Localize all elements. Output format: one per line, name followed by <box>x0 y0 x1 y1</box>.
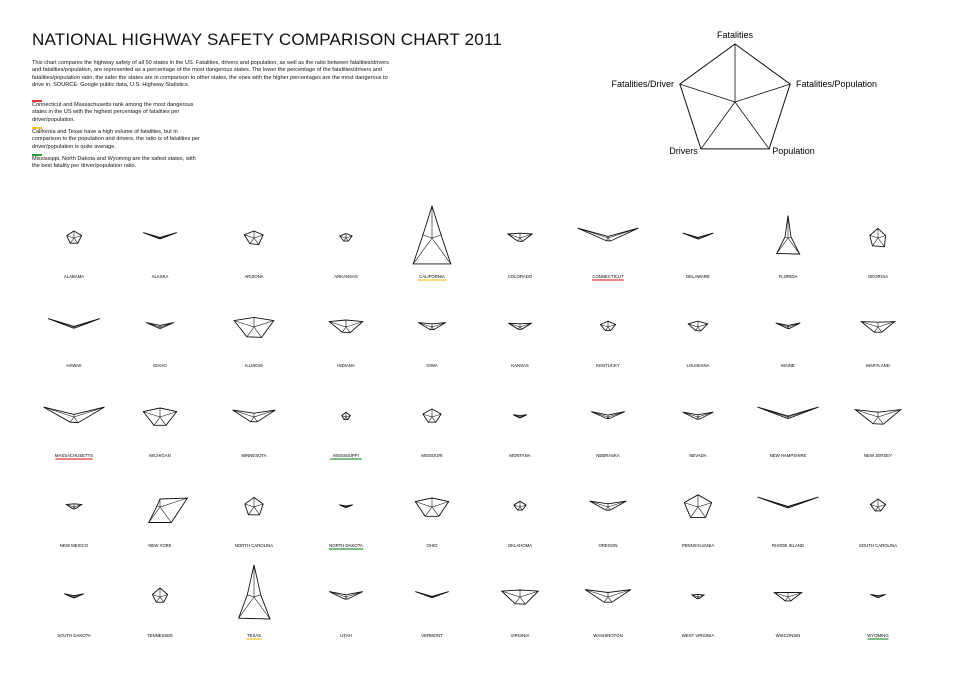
state-cell <box>334 234 358 280</box>
state-radar-spoke <box>774 593 788 597</box>
state-radar-spoke <box>608 228 638 238</box>
state-label: UTAH <box>340 633 352 638</box>
state-radar-spoke <box>254 238 259 245</box>
state-radar-spoke <box>254 507 260 515</box>
state-label: MARYLAND <box>866 363 890 368</box>
state-label: VERMONT <box>421 633 443 638</box>
state-cell <box>683 233 713 279</box>
state-radar-spoke <box>873 417 878 424</box>
state-radar-spoke <box>878 236 886 239</box>
state-cell <box>48 319 100 368</box>
state-radar-spoke <box>160 507 171 523</box>
state-radar-spoke <box>518 238 520 241</box>
state-radar-spoke <box>695 327 698 331</box>
state-cell <box>776 323 800 368</box>
state-cell <box>146 323 173 368</box>
state-radar-shape <box>578 228 639 241</box>
state-radar-spoke <box>606 507 608 510</box>
state-radar-spoke <box>160 417 166 425</box>
state-cell <box>418 323 445 368</box>
state-radar-spoke <box>70 417 74 422</box>
state-radar-spoke <box>346 238 348 241</box>
state-cell <box>861 322 894 368</box>
state-label: COLORADO <box>507 274 533 279</box>
state-cell <box>235 497 273 548</box>
state-label: TEXAS <box>246 633 262 638</box>
state-radar-spoke <box>698 327 701 331</box>
state-radar-spoke <box>74 407 104 417</box>
note-text: California and Texas have a high volume of fatalities, but in comparison to the population and drivers, the ratio is of fatalities per driver/population is quite average. <box>32 129 200 150</box>
state-cell <box>758 407 819 458</box>
state-cell <box>64 231 84 279</box>
state-label: NORTH DAKOTA <box>329 543 363 548</box>
note-text: Mississippi, North Dakota and Wyoming are the safest states, with the best fatality per driver/population ratio. <box>32 156 196 170</box>
state-radar-spoke <box>788 237 791 238</box>
state-radar-spoke <box>608 327 611 331</box>
state-label: SOUTH CAROLINA <box>858 543 898 548</box>
key-axis-label: Fatalities/Population <box>796 79 878 89</box>
state-radar-spoke <box>520 234 532 238</box>
state-radar-spoke <box>691 507 699 517</box>
state-label: FLORIDA <box>778 274 798 279</box>
state-label: NEBRASKA <box>596 453 620 458</box>
state-cell <box>329 592 362 638</box>
state-radar-spoke <box>160 597 164 602</box>
state-radar-spoke <box>254 595 261 597</box>
state-label: WASHINGTON <box>593 633 623 638</box>
state-label: MICHIGAN <box>149 453 171 458</box>
state-radar-spoke <box>785 237 788 238</box>
state-radar-spoke <box>254 417 257 422</box>
state-radar-spoke <box>156 597 160 602</box>
state-label: INDIANA <box>337 363 355 368</box>
state-label: NEVADA <box>689 453 707 458</box>
state-radar-spoke <box>758 407 788 417</box>
state-radar-spoke <box>520 507 522 510</box>
state-radar-spoke <box>608 597 612 602</box>
state-label: OREGON <box>598 543 618 548</box>
state-cell <box>859 499 897 548</box>
state-radar-spoke <box>578 228 608 238</box>
state-cell <box>143 408 176 458</box>
state-cell <box>509 415 530 458</box>
state-radar-spoke <box>48 319 74 327</box>
state-label: NORTH CAROLINA <box>234 543 274 548</box>
state-radar-spoke <box>247 595 254 597</box>
state-cell <box>590 501 627 548</box>
state-cell <box>234 317 274 368</box>
state-radar-spoke <box>428 417 432 422</box>
state-cell <box>596 321 620 368</box>
state-cell <box>421 409 442 458</box>
state-cell <box>57 594 91 638</box>
state-cell <box>868 228 888 279</box>
state-label: ARKANSAS <box>334 274 358 279</box>
state-cell <box>683 412 713 458</box>
state-label: RHODE ISLAND <box>771 543 805 548</box>
state-radar-spoke <box>758 497 788 507</box>
state-cell <box>60 504 89 548</box>
state-radar-spoke <box>874 327 878 332</box>
state-radar-spoke <box>233 410 254 417</box>
state-label: IDAHO <box>153 363 167 368</box>
state-label: MISSISSIPPI <box>333 453 359 458</box>
state-radar-spoke <box>785 597 788 601</box>
state-cell <box>413 206 451 280</box>
state-radar-spoke <box>520 597 525 604</box>
state-label: ILLINOIS <box>245 363 263 368</box>
state-radar-spoke <box>70 238 74 243</box>
state-cell <box>244 231 263 279</box>
state-radar-spoke <box>346 327 350 333</box>
state-radar-spoke <box>870 235 878 238</box>
state-cell <box>143 233 176 279</box>
state-cell <box>147 588 173 638</box>
state-label: MONTANA <box>509 453 531 458</box>
state-label: WISCONSIN <box>775 633 801 638</box>
state-label: MINNESOTA <box>241 453 267 458</box>
state-radar-spoke <box>74 319 100 327</box>
state-radar-spoke <box>604 597 608 602</box>
state-radar-spoke <box>878 507 881 511</box>
state-radar-spoke <box>788 593 802 597</box>
state-label: NEW HAMPSHIRE <box>769 453 807 458</box>
state-radar-spoke <box>606 238 608 241</box>
state-radar-spoke <box>157 506 160 507</box>
state-cell <box>682 594 715 638</box>
state-cell <box>508 233 533 279</box>
state-radar-spoke <box>413 238 432 264</box>
state-label: SOUTH DAKOTA <box>57 633 91 638</box>
state-radar-spoke <box>878 417 883 424</box>
state-label: ALASKA <box>151 274 169 279</box>
state-label: ARIZONA <box>244 274 264 279</box>
state-cell <box>578 228 639 280</box>
state-radar-spoke <box>432 235 441 238</box>
state-radar-spoke <box>245 504 254 507</box>
state-radar-spoke <box>415 592 432 597</box>
state-cell <box>855 410 901 458</box>
state-label: NEW JERSEY <box>864 453 892 458</box>
state-radar-spoke <box>875 507 878 511</box>
state-label: MASSACHUSETTS <box>54 453 94 458</box>
state-radar-shape <box>758 497 819 508</box>
state-radar-spoke <box>788 238 800 254</box>
state-radar-spoke <box>160 233 177 238</box>
state-radar-spoke <box>788 407 818 417</box>
state-label: CONNECTICUT <box>592 274 624 279</box>
state-cell <box>329 320 362 368</box>
state-label: NEW YORK <box>148 543 172 548</box>
state-radar-spoke <box>432 507 439 516</box>
chart-title: NATIONAL HIGHWAY SAFETY COMPARISON CHART 2011 <box>32 30 502 49</box>
state-radar-spoke <box>683 233 698 238</box>
state-cell <box>415 498 448 548</box>
state-label: TENNESSEE <box>146 633 174 638</box>
state-label: MAINE <box>781 363 795 368</box>
state-radar-spoke <box>254 321 274 327</box>
state-radar-spoke <box>251 417 254 422</box>
state-cell <box>777 216 800 279</box>
state-cell <box>682 495 714 548</box>
state-cell <box>502 590 539 638</box>
state-cell <box>233 410 276 458</box>
state-label: ALABAMA <box>63 274 85 279</box>
state-cell <box>867 595 889 640</box>
state-radar-spoke <box>872 238 878 246</box>
state-label: MISSOURI <box>421 453 443 458</box>
state-radar-spoke <box>698 233 713 238</box>
state-cell <box>239 565 270 639</box>
state-radar-spoke <box>74 417 78 423</box>
state-label: HAWAII <box>66 363 82 368</box>
state-radar-spoke <box>432 238 451 264</box>
state-radar-spoke <box>342 327 346 332</box>
state-radar-spoke <box>432 502 449 507</box>
state-cell <box>758 497 819 548</box>
state-radar-spoke <box>698 507 706 517</box>
state-label: OKLAHOMA <box>507 543 533 548</box>
state-radar-spoke <box>684 503 698 507</box>
state-label: WEST VIRGINIA <box>681 633 715 638</box>
state-radar-spoke <box>415 502 432 507</box>
state-label: NEW MEXICO <box>59 543 89 548</box>
state-cell <box>585 590 631 638</box>
state-radar-spoke <box>74 238 78 243</box>
state-cell <box>44 407 105 459</box>
state-radar-spoke <box>432 417 436 422</box>
state-radar-spoke <box>423 235 432 238</box>
key-axis-label: Drivers <box>669 145 698 156</box>
state-radar-spoke <box>608 507 610 510</box>
state-radar-spoke <box>160 498 187 507</box>
state-radar-shape <box>149 498 188 522</box>
state-radar-spoke <box>254 597 270 619</box>
state-radar-spoke <box>777 238 788 254</box>
state-label: DELAWARE <box>686 274 710 279</box>
state-label: LOUISIANA <box>686 363 710 368</box>
state-radar-spoke <box>329 322 346 327</box>
state-label: KANSAS <box>511 363 529 368</box>
state-cell <box>330 412 362 459</box>
state-radar-spoke <box>254 410 275 417</box>
state-radar-spoke <box>254 327 262 337</box>
intro-text: This chart compares the highway safety of all 50 states in the US. Fatalities, drivers and population, as well as the ratio between fatalities/drivers and fatalities/population, are represented as a percentage of the most dangerous states. The lower the percentage of the fatalities/drivers and fatalities/population ratio, the safer the states are in comparison to other states, the ones with the higher percentages are the most dangerous to drive in. SOURCE: Google public data, U.S. Highway Statistics. <box>32 60 389 89</box>
state-cell <box>508 501 532 548</box>
state-radar-spoke <box>154 417 160 425</box>
state-label: VIRGINIA <box>510 633 530 638</box>
state-cell <box>329 505 363 549</box>
state-label: OHIO <box>426 543 438 548</box>
state-cell <box>687 321 710 368</box>
state-cell <box>591 412 624 458</box>
state-radar-spoke <box>788 597 791 601</box>
state-radar-spoke <box>248 507 254 515</box>
state-radar-spoke <box>788 497 818 507</box>
state-radar-spoke <box>878 327 882 332</box>
state-label: KENTUCKY <box>596 363 620 368</box>
state-label: PENNSYLVANIA <box>681 543 715 548</box>
state-cell <box>774 593 801 639</box>
state-radar-spoke <box>143 233 160 238</box>
state-radar-spoke <box>149 507 160 523</box>
state-label: GEORGIA <box>867 274 889 279</box>
state-radar-spoke <box>508 234 520 238</box>
state-radar-spoke <box>250 238 254 244</box>
state-cell <box>148 498 187 548</box>
key-axis-label: Fatalities/Driver <box>611 79 674 89</box>
state-label: IOWA <box>426 363 438 368</box>
state-radar-spoke <box>425 507 432 516</box>
state-radar-spoke <box>878 238 884 247</box>
key-axis-label: Fatalities <box>716 30 754 40</box>
state-label: CALIFORNIA <box>419 274 445 279</box>
key-axis-label: Population <box>772 145 815 156</box>
state-radar-spoke <box>515 597 520 604</box>
state-radar-spoke <box>698 503 712 507</box>
state-radar-spoke <box>432 592 449 597</box>
state-radar-spoke <box>254 504 263 507</box>
state-cell <box>508 323 531 368</box>
state-radar-spoke <box>247 327 254 337</box>
note-text: Connecticut and Massachusetts rank among the most dangerous states in the US with the highest percentage of fatalities per driver/population. <box>32 102 194 123</box>
state-radar-spoke <box>239 597 254 618</box>
state-radar-spoke <box>344 238 346 241</box>
state-cell <box>415 592 448 638</box>
state-radar-spoke <box>605 327 608 331</box>
state-label: WYOMING <box>867 633 889 638</box>
state-radar-spoke <box>518 507 520 510</box>
